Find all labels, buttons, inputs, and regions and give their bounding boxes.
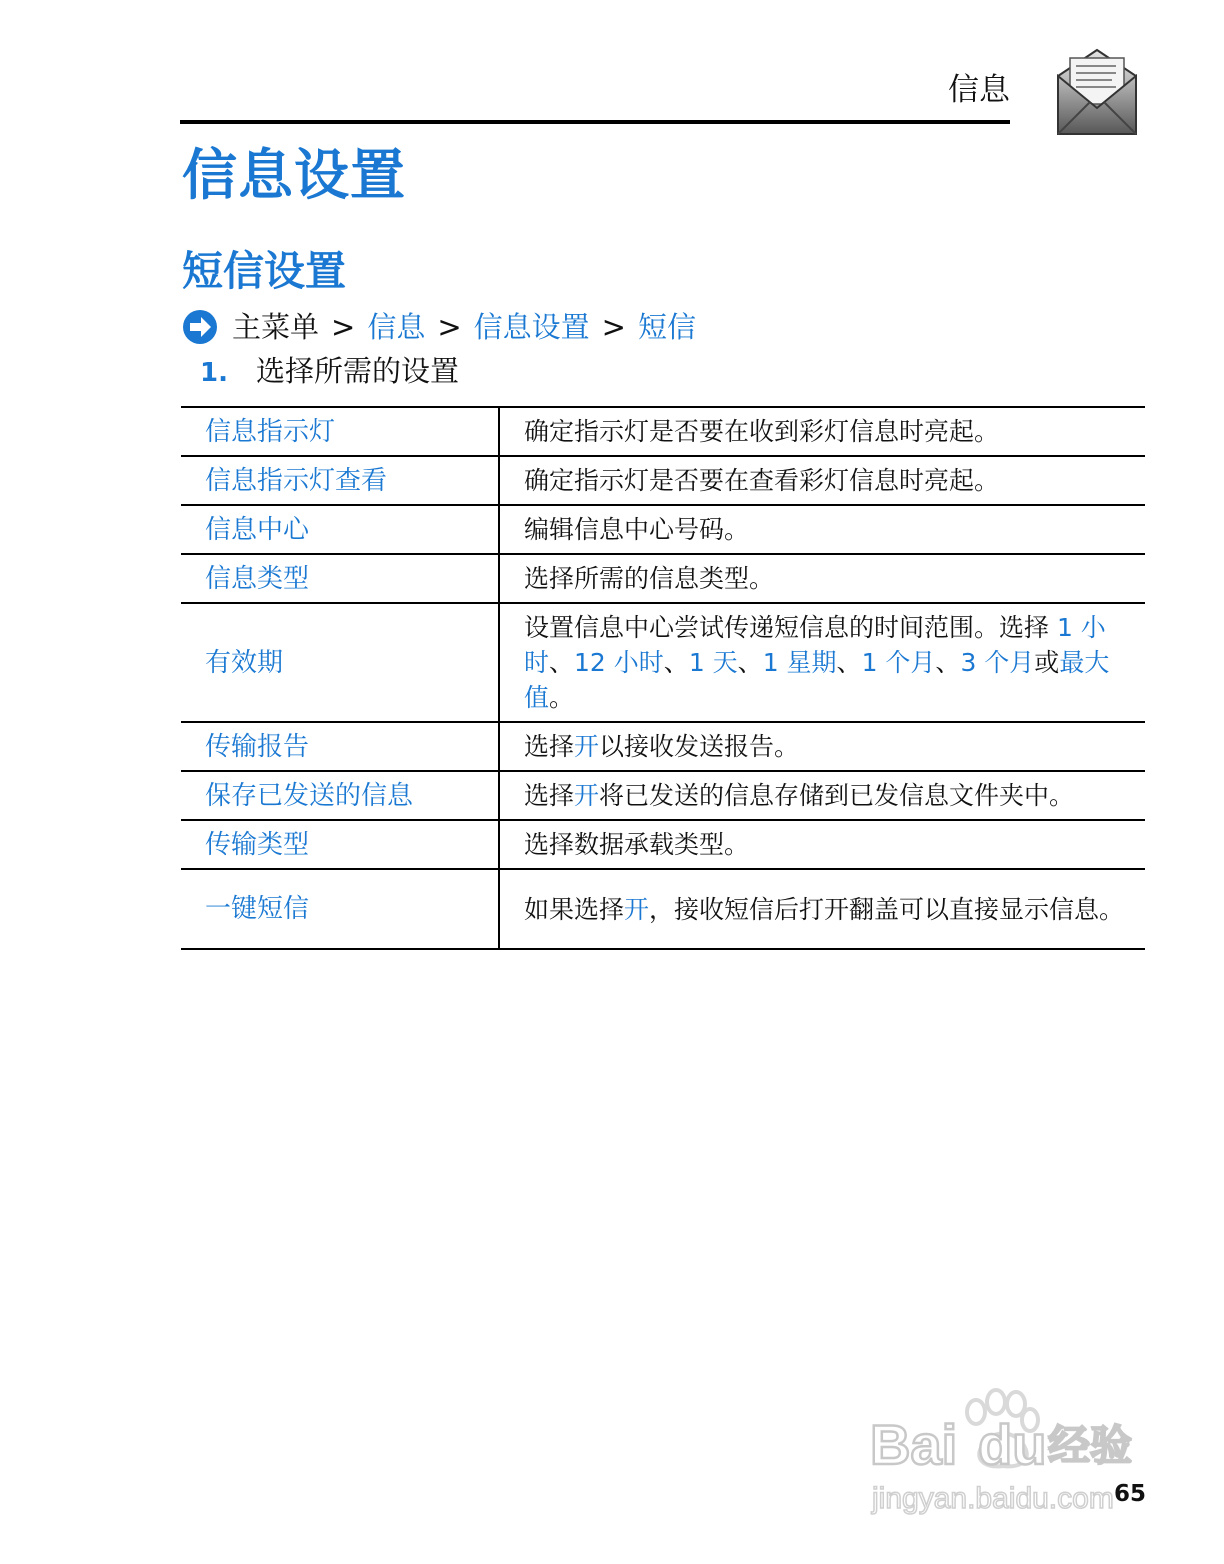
table-row (181, 505, 1145, 554)
option-1-day: 1 天 (688, 648, 738, 677)
setting-name: 信息指示灯查看 (181, 456, 499, 505)
description-text: ，接收短信后打开翻盖可以直接显示信息。 (649, 894, 1125, 924)
option-12-hours: 12 小时 (574, 648, 664, 677)
option-3-months: 3 个月 (960, 648, 1035, 677)
table-row (181, 820, 1145, 869)
setting-description (499, 722, 1145, 771)
table-row (181, 603, 1145, 722)
table-row (181, 554, 1145, 603)
setting-name: 保存已发送的信息 (181, 771, 499, 820)
page-title: 信息设置 (182, 143, 407, 207)
settings-table (181, 406, 1145, 950)
setting-name: 信息指示灯 (181, 407, 499, 456)
option-on: 开 (574, 732, 600, 761)
breadcrumb-root: 主菜单 (232, 310, 320, 344)
svg-text:Bai: Bai (870, 1413, 958, 1476)
description-text: 设置信息中心尝试传递短信息的时间范围。选择 (524, 613, 1057, 642)
description-text: 选择 (524, 781, 575, 810)
description-text: 、 (737, 648, 763, 677)
setting-name: 传输类型 (181, 820, 499, 869)
setting-description: 选择所需的信息类型。 (524, 564, 775, 593)
setting-name: 传输报告 (181, 722, 499, 771)
setting-description: 确定指示灯是否要在收到彩灯信息时亮起。 (524, 417, 1000, 446)
table-row (181, 869, 1145, 949)
option-on: 开 (574, 781, 600, 810)
table-row (181, 771, 1145, 820)
description-text: 如果选择 (524, 894, 625, 924)
step-item (200, 350, 459, 392)
breadcrumb-item-message-settings[interactable]: 信息设置 (473, 310, 590, 344)
option-1-month: 1 个月 (861, 648, 936, 677)
page-number: 65 (1113, 1481, 1146, 1507)
setting-description: 编辑信息中心号码。 (524, 515, 750, 544)
setting-name: 信息中心 (181, 505, 499, 554)
breadcrumb-separator: > (331, 310, 356, 344)
description-text: 、 (549, 648, 575, 677)
breadcrumb-separator: > (601, 310, 626, 344)
svg-text:jingyan.baidu.com: jingyan.baidu.com (872, 1482, 1114, 1515)
description-text: 或 (1034, 648, 1060, 677)
description-text: 、 (836, 648, 862, 677)
description-text: 、 (935, 648, 961, 677)
option-on: 开 (624, 894, 650, 924)
table-row (181, 407, 1145, 456)
setting-name: 有效期 (181, 603, 499, 722)
chapter-label: 信息 (948, 72, 1010, 108)
arrow-right-circle-icon (182, 309, 218, 345)
table-row (181, 722, 1145, 771)
setting-description (499, 771, 1145, 820)
envelope-icon (1054, 46, 1140, 138)
setting-name: 一键短信 (181, 869, 499, 949)
header-rule (180, 120, 1010, 124)
table-row (181, 456, 1145, 505)
description-text: 、 (663, 648, 689, 677)
svg-text:经验: 经验 (1048, 1421, 1133, 1470)
breadcrumb-item-messages[interactable]: 信息 (367, 310, 426, 344)
breadcrumb-separator: > (437, 310, 462, 344)
step-number: 1. (200, 358, 228, 388)
description-text: 选择 (524, 732, 575, 761)
breadcrumb-item-sms[interactable]: 短信 (637, 310, 696, 344)
section-title: 短信设置 (182, 247, 346, 295)
step-text: 选择所需的设置 (256, 354, 460, 388)
option-maximum: 最大值 (524, 648, 1110, 712)
setting-description (499, 603, 1145, 722)
description-text: 将已发送的信息存储到已发信息文件夹中。 (599, 781, 1075, 810)
setting-name: 信息类型 (181, 554, 499, 603)
setting-description (499, 869, 1145, 949)
breadcrumb (182, 306, 696, 348)
setting-description: 选择数据承载类型。 (524, 830, 750, 859)
description-text: 。 (549, 683, 575, 712)
svg-text:du: du (978, 1413, 1047, 1476)
option-1-hour: 1 小时 (524, 613, 1106, 677)
description-text: 以接收发送报告。 (599, 732, 800, 761)
option-1-week: 1 星期 (762, 648, 837, 677)
setting-description: 确定指示灯是否要在查看彩灯信息时亮起。 (524, 466, 1000, 495)
